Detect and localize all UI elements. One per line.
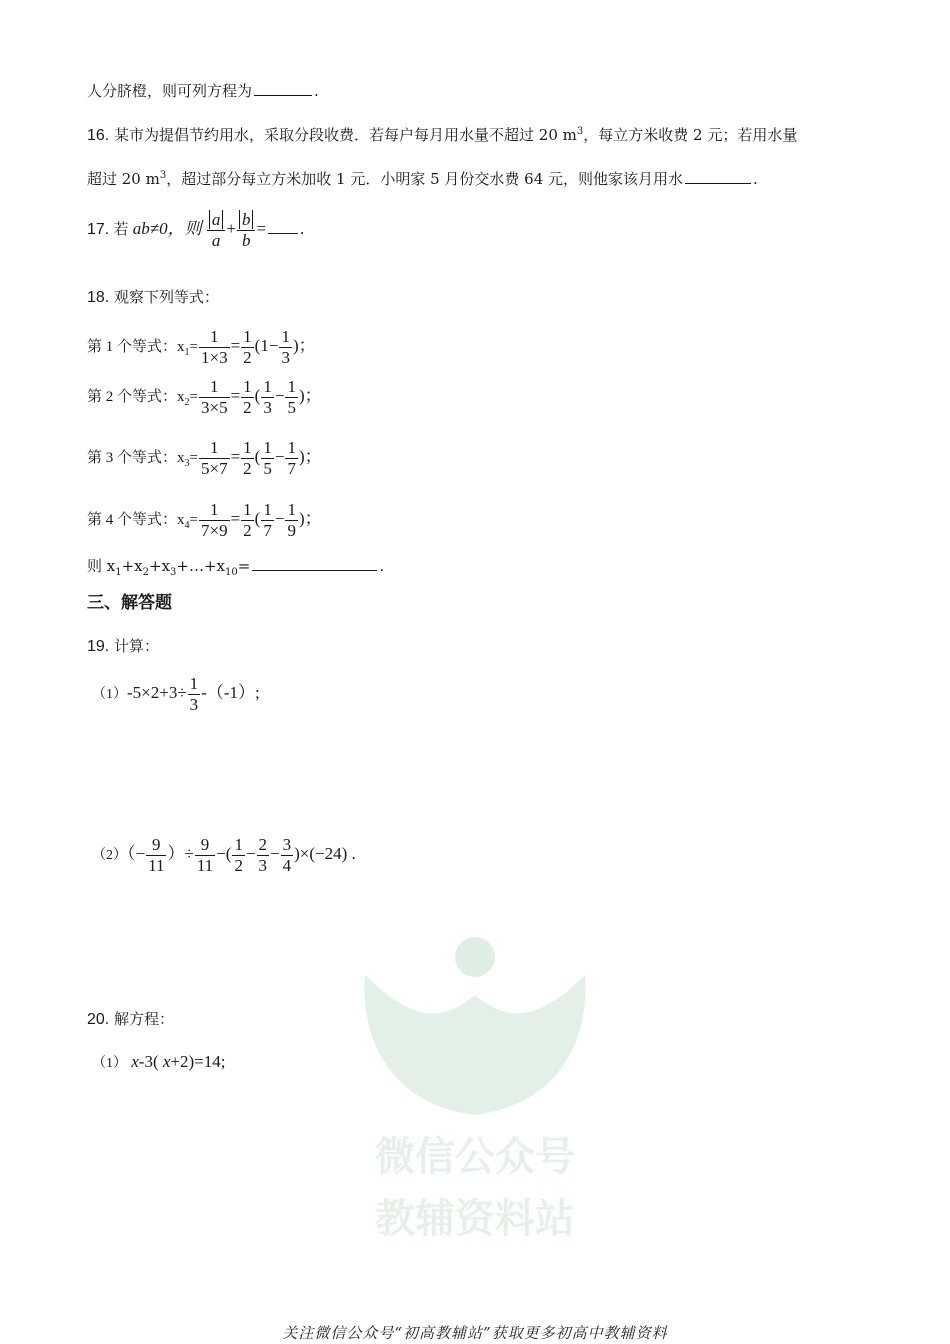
q19-p1-frac: $\frac{1}{3}$ (189, 674, 199, 714)
q17-eq: = (256, 218, 267, 238)
q19-part1 (92, 674, 260, 714)
q17-pre: 若 (113, 221, 129, 238)
q20-p1-label: （1） (92, 1056, 127, 1071)
q18-row-half: $\frac{1}{2}$ (243, 438, 252, 478)
q19-part2: （2）（− $\frac{9}{11}$ ）÷ $\frac{9}{11}$ −( $\frac{1}{2}$ − $\frac{2}{3}$ − $\frac{3}{4}$ )×(−24) . (92, 835, 356, 875)
q19-p2-tail: ×(−24) . (299, 843, 356, 863)
q17-period: . (300, 218, 305, 238)
q16-text-2a: 超过 20 m (87, 170, 160, 188)
q18-row: 第 1 个等式：$x_1=$ $\frac{1}{1\times 3}$ = $\frac{1}{2}$ (1− $\frac{1}{3}$ )； (87, 327, 316, 367)
q18-row-half: $\frac{1}{2}$ (243, 377, 252, 417)
q16-sup-2: 3 (159, 170, 167, 181)
q18-sum-pre: 则 x (87, 557, 116, 575)
q18-row-half: $\frac{1}{2}$ (243, 327, 252, 367)
q20-p1-mid: -3( (138, 1052, 159, 1071)
q17-plus: + (226, 218, 236, 238)
q18-row-label: 第 2 个等式：$x_2=$ (87, 388, 198, 408)
q20-title: 解方程： (114, 1010, 175, 1028)
q19-p2-frac-4: $\frac{2}{3}$ (258, 835, 268, 875)
q18-row-frac: $\frac{1}{5\times 7}$ (200, 438, 228, 478)
q15-text: 人分脐橙，则可列方程为 (87, 82, 253, 100)
q15-tail-line (87, 82, 319, 100)
q16-sup-1: 3 (576, 126, 584, 137)
q17-answer-blank[interactable] (268, 232, 298, 234)
q15-answer-blank[interactable] (254, 94, 312, 96)
q19-title-line (87, 637, 159, 656)
watermark-logo (355, 935, 595, 1255)
q20-p1-x2: x (162, 1052, 171, 1071)
q19-p1-tail: -（-1）; (201, 682, 260, 702)
q20-p1-x: x (131, 1052, 139, 1071)
q19-p1-label: （1） (92, 686, 127, 702)
q16-text-1: 某市为提倡节约用水，采取分段收费．若每户每月用水量不超过 20 m (114, 126, 577, 144)
q19-p1-expr: -5×2+3÷ (127, 682, 187, 702)
q16-text-1b: ，每立方米收费 2 元；若用水量 (583, 126, 798, 144)
q17-number: 17. (87, 220, 110, 238)
q19-p2-label: （2） (92, 847, 127, 863)
q20-p1-end: +2)=14; (170, 1052, 226, 1071)
q17-cond: ab≠0，则 (132, 218, 202, 238)
q18-number: 18. (87, 289, 110, 306)
q18-row-half: $\frac{1}{2}$ (243, 500, 252, 540)
q16-number: 16. (87, 127, 110, 144)
q16-line1 (87, 126, 797, 145)
q18-row: 第 4 个等式：$x_4=$ $\frac{1}{7\times 9}$ = $\frac{1}{2}$ ( $\frac{1}{7}$ − $\frac{1}{9}$ )； (87, 500, 322, 540)
q17-line (87, 210, 304, 250)
q18-row-frac: $\frac{1}{1\times 3}$ (200, 327, 228, 367)
q18-row-label: 第 3 个等式：$x_3=$ (87, 449, 198, 469)
q19-p2-frac-2: $\frac{9}{11}$ (196, 835, 214, 875)
q19-number: 19. (87, 638, 110, 655)
q18-row-label: 第 4 个等式：$x_4=$ (87, 511, 198, 531)
q16-text-2b: ，超过部分每立方米加收 1 元．小明家 5 月份交水费 64 元，则他家该月用水 (166, 170, 684, 188)
q20-part1 (92, 1052, 225, 1073)
watermark-text-1: 微信公众号 (375, 1134, 575, 1180)
q17-frac-a: $\frac{a}{a}$ (207, 210, 226, 250)
q18-row-frac: $\frac{1}{3\times 5}$ (200, 377, 228, 417)
q19-p2-frac-5: $\frac{3}{4}$ (282, 835, 292, 875)
q20-title-line (87, 1010, 174, 1029)
q16-line2 (87, 170, 758, 188)
q15-period: . (314, 82, 319, 100)
q16-period: . (753, 170, 758, 188)
footer-note: 关注微信公众号“初高教辅站”获取更多初高中教辅资料 (282, 1324, 668, 1342)
q18-intro: 观察下列等式： (114, 288, 220, 306)
q17-frac-b: $\frac{b}{b}$ (237, 210, 256, 250)
q18-row-label: 第 1 个等式：$x_1=$ (87, 338, 198, 358)
q18-period: . (379, 557, 385, 575)
q19-p2-frac-1: $\frac{9}{11}$ (148, 835, 165, 875)
q19-title: 计算： (114, 637, 160, 655)
watermark-text-2: 教辅资料站 (375, 1196, 575, 1242)
section-heading: 三、解答题 (87, 593, 172, 613)
q20-number: 20. (87, 1011, 110, 1028)
q18-sum-line: 则 $x_1+x_2+x_3+\dots+x_{10}=$ . (87, 557, 385, 578)
q18-intro-line (87, 288, 219, 307)
q16-answer-blank[interactable] (685, 182, 751, 184)
q18-answer-blank[interactable] (252, 569, 377, 571)
q18-row-frac: $\frac{1}{7\times 9}$ (200, 500, 228, 540)
q18-row: 第 3 个等式：$x_3=$ $\frac{1}{5\times 7}$ = $\frac{1}{2}$ ( $\frac{1}{5}$ − $\frac{1}{7}$ )； (87, 438, 322, 478)
q19-p2-frac-3: $\frac{1}{2}$ (234, 835, 243, 875)
q18-row: 第 2 个等式：$x_2=$ $\frac{1}{3\times 5}$ = $\frac{1}{2}$ ( $\frac{1}{3}$ − $\frac{1}{5}$ )； (87, 377, 322, 417)
